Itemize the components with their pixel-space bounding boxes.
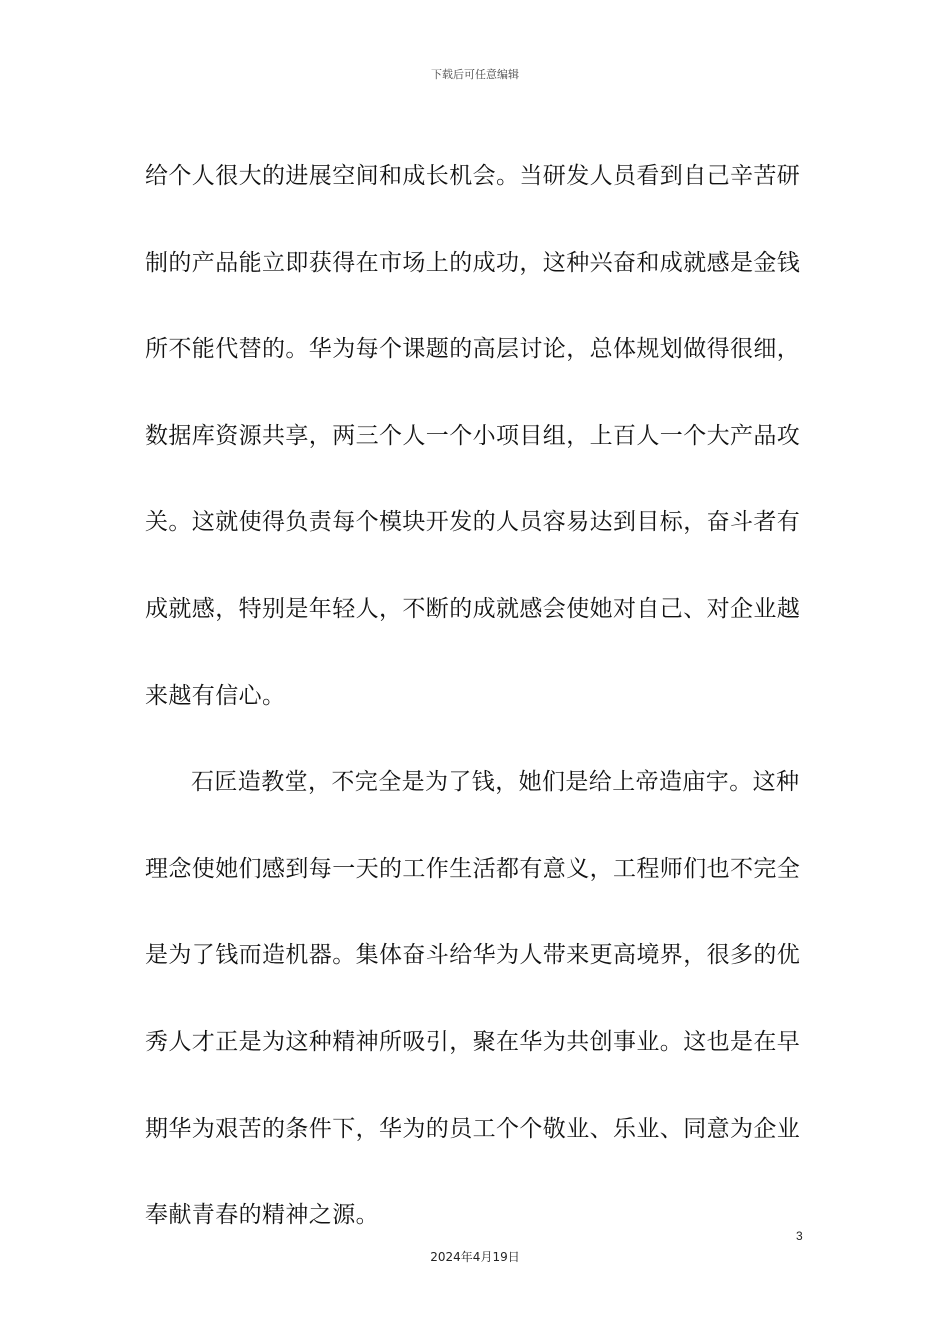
paragraph-1-line-4: 数据库资源共享，两三个人一个小项目组，上百人一个大产品攻 [145,422,801,449]
paragraph-2-line-5: 期华为艰苦的条件下，华为的员工个个敬业、乐业、同意为企业 [145,1115,801,1142]
document-body [145,133,809,1259]
paragraph-1-line-3: 所不能代替的。华为每个课题的高层讨论，总体规划做得很细， [145,336,801,363]
paragraph-1-line-2: 制的产品能立即获得在市场上的成功，这种兴奋和成就感是金钱 [145,249,801,276]
header-note: 下载后可任意编辑 [431,68,519,81]
paragraph-2-line-1: 石匠造教堂，不完全是为了钱，她们是给上帝造庙宇。这种 [191,769,800,796]
paragraph-1-line-5: 关。这就使得负责每个模块开发的人员容易达到目标，奋斗者有 [145,509,801,536]
paragraph-2-line-2: 理念使她们感到每一天的工作生活都有意义，工程师们也不完全 [145,855,801,882]
paragraph-2-line-4: 秀人才正是为这种精神所吸引，聚在华为共创事业。这也是在早 [145,1028,801,1055]
paragraph-2-line-3: 是为了钱而造机器。集体奋斗给华为人带来更高境界，很多的优 [145,942,801,969]
footer-date: 2024年4月19日 [430,1250,520,1264]
paragraph-1-line-6: 成就感，特别是年轻人，不断的成就感会使她对自己、对企业越 [145,595,801,622]
paragraph-1-line-1: 给个人很大的进展空间和成长机会。当研发人员看到自己辛苦研 [145,163,801,189]
page-number: 3 [796,1229,803,1243]
paragraph-1-line-7: 来越有信心。 [145,682,286,709]
paragraph-2-line-6: 奉献青春的精神之源。 [145,1202,379,1229]
